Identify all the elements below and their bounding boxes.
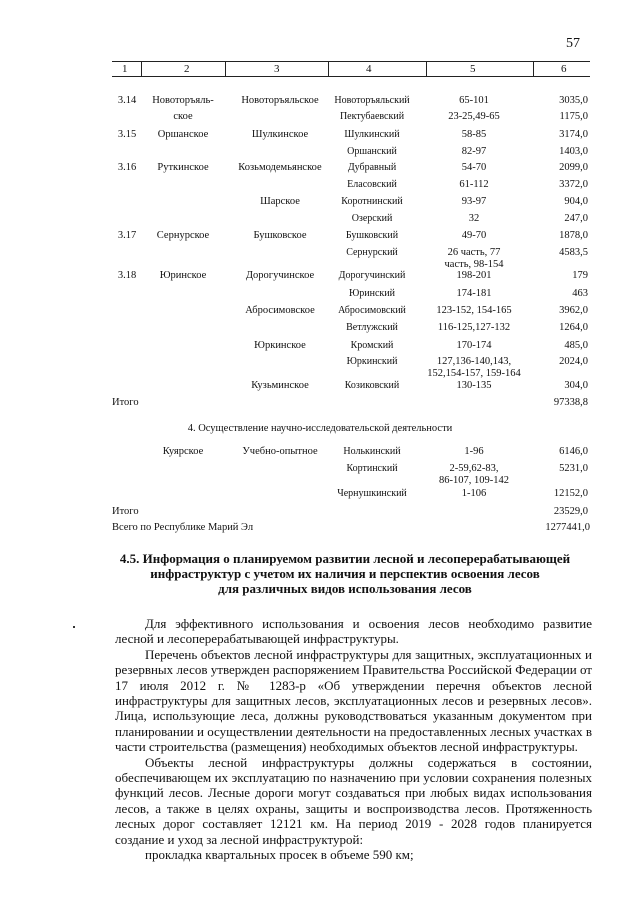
section-forestry: Пектубаевский bbox=[339, 111, 405, 122]
quarter-numbers: 127,136-140,143, bbox=[436, 356, 512, 367]
quarter-numbers: 123-152, 154-165 bbox=[436, 305, 512, 316]
heading-line-3: для различных видов использования лесов bbox=[218, 581, 472, 596]
area-value: 2099,0 bbox=[559, 162, 588, 173]
heading-line-2: инфраструктур с учетом их наличия и перспектив освоения лесов bbox=[150, 566, 540, 581]
area-value: 904,0 bbox=[564, 196, 588, 207]
section-4-title: 4. Осуществление научно-исследовательской деятельности bbox=[187, 423, 453, 434]
page-number: 57 bbox=[566, 36, 580, 51]
quarter-numbers: 58-85 bbox=[461, 129, 487, 140]
section-forestry: Дорогучинский bbox=[338, 270, 406, 281]
section-forestry: Еласовский bbox=[347, 179, 397, 190]
quarter-numbers: 61-112 bbox=[459, 179, 489, 190]
quarter-numbers: 93-97 bbox=[461, 196, 487, 207]
area-value: 2024,0 bbox=[559, 356, 588, 367]
area-value: 5231,0 bbox=[559, 463, 588, 474]
area-value: 12152,0 bbox=[553, 488, 588, 499]
area-value: 4583,5 bbox=[559, 247, 588, 258]
paragraph-4: прокладка квартальных просек в объеме 590 км; bbox=[145, 847, 414, 863]
area-value: 3372,0 bbox=[559, 179, 588, 190]
quarter-numbers: 116-125,127-132 bbox=[437, 322, 511, 333]
section-forestry: Новоторъяльский bbox=[334, 95, 410, 106]
forestry-name: Юринское bbox=[159, 270, 207, 281]
section-forestry: Озерский bbox=[351, 213, 393, 224]
district-forestry: Кузьминское bbox=[251, 380, 309, 391]
district-forestry: Дорогучинское bbox=[245, 270, 315, 281]
forestry-name: ское bbox=[173, 111, 193, 122]
paragraph-3: Объекты лесной инфраструктуры должны содержаться в состоянии, обеспечивающем их эксплуатацию по назначению при условии сохранения полезных функций лесов. Лесные дороги могут создаваться при любых видах использования лесов, а также в целях охраны, защиты и воспроизводства лесов. Протяженность лесных дорог составляет 12121 км. На период 2019 - 2028 годов планируется создание и уход за лесной инфраструктурой: bbox=[115, 754, 592, 847]
quarter-numbers: 1-96 bbox=[464, 446, 484, 457]
paragraph-1: Для эффективного использования и освоения лесов необходимо развитие лесной и лесоперерабатывающей инфраструктуры. bbox=[115, 616, 592, 647]
area-value: 1264,0 bbox=[559, 322, 588, 333]
forestry-name: Новоторъяль- bbox=[152, 95, 214, 106]
quarter-numbers: 65-101 bbox=[459, 95, 489, 106]
area-value: 179 bbox=[572, 270, 588, 281]
section-forestry: Абросимовский bbox=[338, 305, 406, 316]
district-forestry: Козьмодемьянское bbox=[238, 162, 322, 173]
subtotal-label: Итого bbox=[112, 506, 139, 517]
grand-total-label: Всего по Республике Марий Эл bbox=[112, 522, 254, 533]
area-value: 3035,0 bbox=[559, 95, 588, 106]
header-col-3: 3 bbox=[274, 63, 280, 75]
section-forestry: Оршанский bbox=[347, 146, 397, 157]
quarter-numbers-cont: 86-107, 109-142 bbox=[439, 475, 509, 486]
area-value: 1878,0 bbox=[559, 230, 588, 241]
district-forestry: Шулкинское bbox=[251, 129, 309, 140]
section-forestry: Кортинский bbox=[346, 463, 398, 474]
quarter-numbers: 26 часть, 77 bbox=[447, 247, 501, 258]
section-forestry: Козиковский bbox=[344, 380, 400, 391]
total-value: 97338,8 bbox=[553, 397, 588, 408]
row-number: 3.15 bbox=[117, 129, 137, 140]
body-text bbox=[115, 616, 592, 863]
district-forestry: Абросимовское bbox=[245, 305, 315, 316]
quarter-numbers-cont: часть, 98-154 bbox=[444, 259, 504, 270]
header-col-2: 2 bbox=[184, 63, 190, 75]
section-forestry: Кромский bbox=[350, 340, 394, 351]
section-forestry: Юркинский bbox=[346, 356, 398, 367]
area-value: 1403,0 bbox=[559, 146, 588, 157]
section-forestry: Шулкинский bbox=[344, 129, 400, 140]
row-number: 3.18 bbox=[117, 270, 137, 281]
header-col-6: 6 bbox=[561, 63, 567, 75]
section-forestry: Дубравный bbox=[347, 162, 397, 173]
quarter-numbers: 82-97 bbox=[461, 146, 487, 157]
area-value: 247,0 bbox=[564, 213, 588, 224]
quarter-numbers: 49-70 bbox=[461, 230, 487, 241]
district-forestry: Юркинское bbox=[254, 340, 306, 351]
forestry-name: Куярское bbox=[162, 446, 204, 457]
section-forestry: Бушковский bbox=[345, 230, 399, 241]
quarter-numbers: 2-59,62-83, bbox=[449, 463, 499, 474]
section-forestry: Чернушкинский bbox=[337, 488, 407, 499]
district-forestry: Учебно-опытное bbox=[242, 446, 318, 457]
area-value: 6146,0 bbox=[559, 446, 588, 457]
row-number: 3.17 bbox=[117, 230, 137, 241]
area-value: 304,0 bbox=[564, 380, 588, 391]
header-col-1: 1 bbox=[122, 63, 128, 75]
subtotal-value: 23529,0 bbox=[553, 506, 588, 517]
district-forestry: Бушковское bbox=[253, 230, 307, 241]
table-header bbox=[112, 61, 590, 77]
area-value: 1175,0 bbox=[559, 111, 588, 122]
area-value: 3174,0 bbox=[559, 129, 588, 140]
total-label: Итого bbox=[112, 397, 139, 408]
area-value: 463 bbox=[572, 288, 588, 299]
area-value: 3962,0 bbox=[559, 305, 588, 316]
row-number: 3.16 bbox=[117, 162, 137, 173]
quarter-numbers: 170-174 bbox=[456, 340, 492, 351]
quarter-numbers: 54-70 bbox=[461, 162, 487, 173]
quarter-numbers: 174-181 bbox=[456, 288, 492, 299]
heading-line-1: 4.5. Информация о планируемом развитии лесной и лесоперерабатывающей bbox=[119, 551, 571, 566]
quarter-numbers-cont: 152,154-157, 159-164 bbox=[427, 368, 521, 379]
forestry-name: Сернурское bbox=[156, 230, 210, 241]
area-value: 485,0 bbox=[564, 340, 588, 351]
forestry-name: Оршанское bbox=[157, 129, 209, 140]
quarter-numbers: 130-135 bbox=[456, 380, 492, 391]
quarter-numbers: 23-25,49-65 bbox=[448, 111, 500, 122]
quarter-numbers: 1-106 bbox=[461, 488, 487, 499]
district-forestry: Шарское bbox=[260, 196, 300, 207]
section-forestry: Сернурский bbox=[346, 247, 398, 258]
forestry-name: Руткинское bbox=[157, 162, 209, 173]
grand-total-value: 1277441,0 bbox=[545, 522, 590, 533]
margin-mark bbox=[73, 626, 75, 628]
section-forestry: Ветлужский bbox=[346, 322, 398, 333]
header-col-4: 4 bbox=[366, 63, 372, 75]
quarter-numbers: 198-201 bbox=[456, 270, 492, 281]
district-forestry: Новоторъяльское bbox=[241, 95, 319, 106]
row-number: 3.14 bbox=[117, 95, 137, 106]
quarter-numbers: 32 bbox=[468, 213, 480, 224]
section-heading bbox=[100, 551, 590, 596]
section-forestry: Юринский bbox=[349, 288, 395, 299]
section-forestry: Коротнинский bbox=[341, 196, 403, 207]
section-forestry: Нолькинский bbox=[343, 446, 401, 457]
paragraph-2: Перечень объектов лесной инфраструктуры для защитных, эксплуатационных и резервных лесов утвержден распоряжением Правительства Российской Федерации от 17 июля 2012 г. № 1283-р «Об утверждении перечня объектов лесной инфраструктуры для защитных лесов, эксплуатационных лесов и резервных лесов». Лица, использующие леса, должны руководствоваться указанным документом при планировании и осуществлении деятельности на предоставленных лесных участках в части строительства (размещения) необходимых объектов лесной инфраструктуры. bbox=[115, 646, 592, 755]
header-col-5: 5 bbox=[470, 63, 476, 75]
